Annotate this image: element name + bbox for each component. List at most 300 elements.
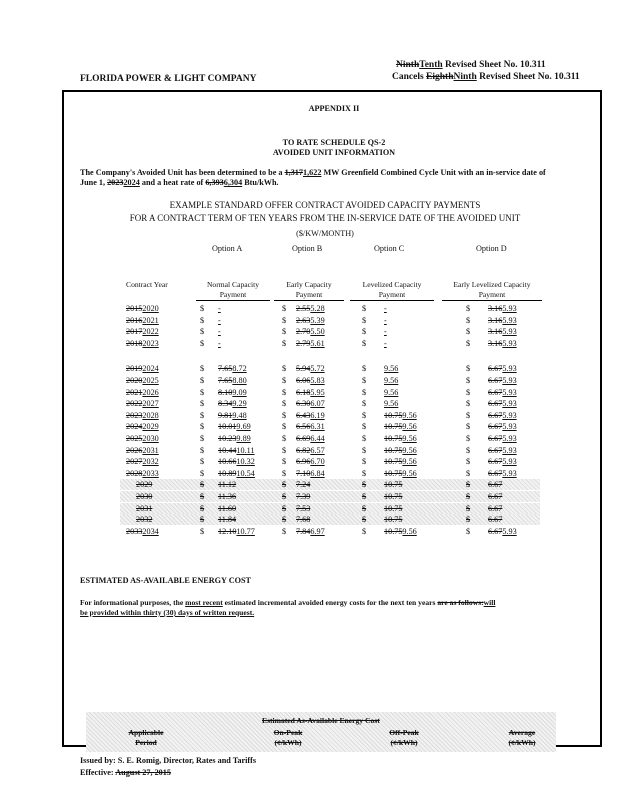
inserted-value: 10.11 (236, 445, 255, 455)
dollar-sign: $ (282, 410, 287, 420)
deleted-value: 2030 (136, 492, 153, 501)
dollar-sign: $ (362, 422, 367, 432)
dollar-sign: $ (282, 315, 287, 325)
deleted-row-shading (120, 503, 540, 514)
inserted-value: 2032 (142, 457, 159, 467)
dollar-sign: $ (282, 399, 287, 409)
cell-c (384, 327, 387, 336)
deleted-value: 2024 (126, 422, 143, 432)
dollar-sign: $ (282, 492, 287, 501)
dollar-sign: $ (282, 457, 287, 467)
inserted-value: 5.95 (310, 387, 325, 397)
deleted-value: 10.89 (218, 468, 237, 478)
cell-b (296, 457, 325, 466)
inserted-value: - (384, 327, 387, 337)
cell-d (488, 527, 517, 536)
inserted-value: 2034 (142, 526, 159, 536)
col-header-d: Early Levelized Capacity Payment (442, 280, 542, 301)
table-row (0, 492, 624, 502)
inserted-value: 9.89 (236, 434, 251, 443)
appendix-title: APPENDIX II (308, 104, 360, 113)
dollar-sign: $ (466, 480, 471, 490)
inserted-value: 9.56 (402, 434, 417, 443)
inserted-value: 5.39 (310, 315, 325, 325)
deleted-value: 5.94 (296, 364, 311, 374)
inserted-value: 5.93 (502, 376, 517, 385)
frame-border-top (62, 90, 602, 92)
deleted-value: 10.75 (384, 503, 403, 513)
inserted-value: 5.83 (310, 376, 325, 385)
dollar-sign: $ (200, 526, 205, 536)
cell-c (384, 446, 417, 455)
inserted-value: - (218, 315, 221, 325)
inserted-value: - (218, 338, 221, 348)
table-row (0, 364, 624, 374)
table-row (0, 446, 624, 456)
inserted-value: 9.56 (402, 457, 417, 467)
deleted-value: 6.18 (296, 387, 311, 397)
cell-c (384, 480, 402, 489)
option-b-label: Option B (292, 244, 323, 253)
inserted-value: 2024 (142, 364, 159, 374)
cell-a (218, 504, 236, 513)
col-header-year: Contract Year (126, 280, 168, 289)
dollar-sign: $ (466, 503, 471, 513)
inserted-value: 10.77 (236, 526, 255, 536)
cell-c (384, 304, 387, 313)
cell-b (296, 492, 310, 501)
cell-y (126, 469, 159, 478)
cell-a (218, 469, 255, 478)
dollar-sign: $ (362, 399, 367, 409)
dollar-sign: $ (362, 327, 367, 337)
inserted-value: 9.56 (402, 445, 417, 455)
cell-d (488, 422, 517, 431)
dollar-sign: $ (466, 387, 471, 397)
inserted-value: 5.72 (310, 364, 325, 374)
col-header-b: Early Capacity Payment (274, 280, 344, 301)
cell-b (296, 388, 325, 397)
intro-paragraph-line1: The Company's Avoided Unit has been determined to be a 1,3171,622 MW Greenfield Combined Cycle Unit with an in-service date of (80, 168, 546, 177)
col-header-c: Levelized Capacity Payment (350, 280, 434, 301)
inserted-value: 2030 (142, 434, 159, 443)
deleted-value: 6.67 (488, 422, 503, 432)
inserted-value: 5.93 (502, 327, 517, 337)
dollar-sign: $ (466, 526, 471, 536)
inserted-value: 5.93 (502, 526, 517, 536)
dollar-sign: $ (282, 434, 287, 443)
cell-y (126, 376, 159, 385)
dollar-sign: $ (282, 387, 287, 397)
inserted-value: 9.56 (402, 526, 417, 536)
dollar-sign: $ (362, 503, 367, 513)
deleted-value: 10.75 (384, 410, 403, 420)
dollar-sign: $ (362, 304, 367, 313)
cell-y (126, 339, 159, 348)
table-row (0, 457, 624, 467)
inserted-value: 6.57 (310, 445, 325, 455)
deleted-value: 6.67 (488, 503, 503, 513)
intro-paragraph-line2: June 1, 20232024 and a heat rate of 6,3936,304 Btu/kWh. (80, 178, 279, 187)
deleted-value: 2033 (126, 526, 143, 536)
deleted-value: 3.16 (488, 327, 503, 337)
deleted-value: 2.70 (296, 327, 311, 337)
dollar-sign: $ (200, 468, 205, 478)
deleted-value: 7.53 (296, 503, 311, 513)
table-title-line1: EXAMPLE STANDARD OFFER CONTRACT AVOIDED CAPACITY PAYMENTS (169, 200, 481, 210)
inserted-value: 9.56 (402, 410, 417, 420)
cell-c (384, 388, 398, 397)
deleted-value: 2029 (136, 480, 153, 490)
deleted-value: 11.12 (218, 480, 237, 490)
deleted-value: 10.75 (384, 492, 403, 501)
cancels-revision-inserted: Ninth (453, 72, 477, 82)
deleted-value: 10.44 (218, 445, 237, 455)
dollar-sign: $ (466, 364, 471, 374)
deleted-value: 7.10 (296, 468, 311, 478)
cell-b (296, 469, 325, 478)
option-c-label: Option C (374, 244, 405, 253)
deleted-value: 2027 (126, 457, 143, 467)
deleted-value: 9.81 (218, 410, 233, 420)
inserted-value: 2021 (142, 315, 159, 325)
deleted-energy-table-title: Estimated As-Available Energy Cost (262, 716, 380, 725)
cell-y (136, 504, 152, 513)
inserted-value: 9.48 (232, 410, 247, 420)
deleted-value: 12.10 (218, 526, 237, 536)
dollar-sign: $ (466, 338, 471, 348)
deleted-value: 11.84 (218, 515, 237, 525)
table-title-line2: FOR A CONTRACT TERM OF TEN YEARS FROM THE IN-SERVICE DATE OF THE AVOIDED UNIT (129, 213, 521, 223)
cell-c (384, 399, 398, 408)
dollar-sign: $ (282, 364, 287, 374)
deleted-value: 6.67 (488, 480, 503, 490)
deleted-value: 6.67 (488, 364, 503, 374)
issued-by: Issued by: S. E. Romig, Director, Rates and Tariffs (80, 756, 257, 765)
dollar-sign: $ (200, 376, 205, 385)
dollar-sign: $ (466, 315, 471, 325)
inserted-value: 9.56 (402, 468, 417, 478)
deleted-value: 10.75 (384, 468, 403, 478)
cell-y (136, 515, 152, 524)
cell-d (488, 399, 517, 408)
deleted-value: 2031 (136, 503, 153, 513)
cell-c (384, 469, 417, 478)
inserted-value: 5.93 (502, 445, 517, 455)
dollar-sign: $ (466, 445, 471, 455)
energy-cost-text-line2: be provided within thirty (30) days of written request. (80, 608, 255, 617)
table-row (0, 504, 624, 514)
inserted-value: 5.93 (502, 364, 517, 374)
cancels-revision-deleted: Eighth (426, 72, 454, 82)
cell-c (384, 422, 417, 431)
dollar-sign: $ (282, 526, 287, 536)
table-row (0, 304, 624, 314)
deleted-value: 7.65 (218, 376, 233, 385)
cell-a (218, 457, 255, 466)
cell-y (126, 411, 159, 420)
inserted-value: 2033 (142, 468, 159, 478)
inserted-value: 5.93 (502, 387, 517, 397)
dollar-sign: $ (200, 364, 205, 374)
dollar-sign: $ (282, 304, 287, 313)
deleted-value: 10.66 (218, 457, 237, 467)
dollar-sign: $ (362, 434, 367, 443)
dollar-sign: $ (466, 492, 471, 501)
deleted-value: 6.96 (296, 457, 311, 467)
deleted-value: 10.01 (218, 422, 237, 432)
deleted-value: 3.16 (488, 315, 503, 325)
dollar-sign: $ (362, 515, 367, 525)
deleted-value: 7.24 (296, 480, 311, 490)
deleted-value: 7.68 (296, 515, 311, 525)
inserted-value: 6.19 (310, 410, 325, 420)
cancels-line: Cancels EighthNinth Revised Sheet No. 10.311 (392, 72, 580, 82)
deleted-value: 6.30 (296, 399, 311, 409)
dollar-sign: $ (362, 457, 367, 467)
cell-y (126, 434, 159, 443)
cell-a (218, 527, 255, 536)
cell-c (384, 492, 402, 501)
deleted-value: 2016 (126, 315, 143, 325)
cell-b (296, 327, 325, 336)
inserted-value: 8.80 (232, 376, 247, 385)
inserted-value: 9.56 (384, 399, 399, 409)
cell-d (488, 469, 517, 478)
cell-d (488, 304, 517, 313)
cell-c (384, 376, 398, 385)
table-row (0, 388, 624, 398)
cell-b (296, 434, 325, 443)
deleted-value: 2020 (126, 376, 143, 385)
cell-c (384, 434, 417, 443)
table-row (0, 327, 624, 337)
inserted-value: 2023 (142, 338, 159, 348)
deleted-value: 2023 (126, 410, 143, 420)
dollar-sign: $ (282, 468, 287, 478)
deleted-col-off-peak: Off-Peak (¢/kWh) (389, 728, 419, 747)
inserted-value: - (384, 304, 387, 313)
deleted-value: 6.67 (488, 399, 503, 409)
cell-c (384, 364, 398, 373)
deleted-value: 2032 (136, 515, 153, 525)
sheet-number-line: NinthTenth Revised Sheet No. 10.311 (396, 60, 546, 70)
dollar-sign: $ (200, 434, 205, 443)
inserted-value: 6.70 (310, 457, 325, 467)
inserted-value: 9.56 (384, 364, 399, 374)
deleted-row-shading (120, 491, 540, 502)
deleted-value: 3.16 (488, 304, 503, 313)
inserted-value: 6.84 (310, 468, 325, 478)
cell-a (218, 316, 221, 325)
deleted-value: 10.75 (384, 515, 403, 525)
cell-b (296, 304, 325, 313)
deleted-value: 6.67 (488, 468, 503, 478)
cell-b (296, 316, 325, 325)
deleted-value: 2017 (126, 327, 143, 337)
cell-y (126, 446, 159, 455)
cell-y (136, 480, 152, 489)
cell-d (488, 411, 517, 420)
deleted-value: 6.67 (488, 410, 503, 420)
dollar-sign: $ (200, 503, 205, 513)
dollar-sign: $ (282, 422, 287, 432)
inserted-value: 6.31 (310, 422, 325, 432)
dollar-sign: $ (466, 422, 471, 432)
cell-d (488, 446, 517, 455)
dollar-sign: $ (200, 480, 205, 490)
deleted-value: 10.75 (384, 526, 403, 536)
inserted-value: 2027 (142, 399, 159, 409)
cell-a (218, 364, 247, 373)
deleted-value: 2.79 (296, 338, 311, 348)
cell-a (218, 339, 221, 348)
cell-d (488, 339, 517, 348)
option-a-label: Option A (212, 244, 243, 253)
deleted-value: 2025 (126, 434, 143, 443)
cell-y (126, 316, 159, 325)
inserted-value: 9.09 (232, 387, 247, 397)
dollar-sign: $ (362, 480, 367, 490)
cell-a (218, 411, 247, 420)
table-row (0, 515, 624, 525)
cell-y (126, 327, 159, 336)
deleted-value: 6.67 (488, 376, 503, 385)
inserted-value: 6.97 (310, 526, 325, 536)
dollar-sign: $ (200, 457, 205, 467)
cell-a (218, 422, 251, 431)
dollar-sign: $ (200, 410, 205, 420)
deleted-value: 7.65 (218, 364, 233, 374)
deleted-value: 6.06 (296, 376, 311, 385)
dollar-sign: $ (466, 457, 471, 467)
dollar-sign: $ (200, 515, 205, 525)
dollar-sign: $ (362, 492, 367, 501)
deleted-value: 6.67 (488, 445, 503, 455)
deleted-value: 11.60 (218, 503, 237, 513)
option-d-label: Option D (476, 244, 507, 253)
dollar-sign: $ (282, 327, 287, 337)
dollar-sign: $ (282, 503, 287, 513)
cell-y (126, 422, 159, 431)
sheet-revision-inserted: Tenth (419, 60, 443, 70)
dollar-sign: $ (282, 445, 287, 455)
dollar-sign: $ (362, 364, 367, 374)
cell-b (296, 527, 325, 536)
cell-y (126, 304, 159, 313)
inserted-value: 5.93 (502, 338, 517, 348)
cell-a (218, 376, 247, 385)
inserted-value: 5.93 (502, 468, 517, 478)
inserted-value: 8.72 (232, 364, 247, 374)
dollar-sign: $ (200, 387, 205, 397)
cell-c (384, 504, 402, 513)
dollar-sign: $ (200, 338, 205, 348)
inserted-value: - (384, 315, 387, 325)
cell-d (488, 515, 502, 524)
dollar-sign: $ (362, 387, 367, 397)
dollar-sign: $ (466, 304, 471, 313)
cell-c (384, 515, 402, 524)
inserted-value: 2028 (142, 410, 159, 420)
table-row (0, 411, 624, 421)
deleted-col-applicable-period: Applicable Period (128, 728, 164, 747)
dollar-sign: $ (466, 468, 471, 478)
dollar-sign: $ (200, 422, 205, 432)
dollar-sign: $ (200, 492, 205, 501)
dollar-sign: $ (466, 376, 471, 385)
inserted-value: 9.69 (236, 422, 251, 432)
cell-a (218, 492, 236, 501)
deleted-value: 7.84 (296, 526, 311, 536)
cell-a (218, 434, 251, 443)
inserted-value: 2025 (142, 376, 159, 385)
inserted-value: 5.93 (502, 399, 517, 409)
deleted-value: 10.75 (384, 445, 403, 455)
cell-b (296, 504, 310, 513)
inserted-value: 2026 (142, 387, 159, 397)
deleted-row-shading (120, 479, 540, 490)
deleted-value: 2028 (126, 468, 143, 478)
dollar-sign: $ (200, 315, 205, 325)
table-row (0, 339, 624, 349)
energy-cost-heading: ESTIMATED AS-AVAILABLE ENERGY COST (80, 576, 251, 585)
cell-d (488, 388, 517, 397)
dollar-sign: $ (466, 515, 471, 525)
cell-c (384, 527, 417, 536)
cell-b (296, 376, 325, 385)
deleted-value: 6.67 (488, 492, 503, 501)
deleted-value: 10.75 (384, 434, 403, 443)
dollar-sign: $ (200, 304, 205, 313)
inserted-value: 5.93 (502, 304, 517, 313)
cell-d (488, 327, 517, 336)
deleted-value: 6.67 (488, 434, 503, 443)
dollar-sign: $ (200, 445, 205, 455)
inserted-value: 5.93 (502, 315, 517, 325)
cell-y (126, 457, 159, 466)
deleted-value: 2019 (126, 364, 143, 374)
deleted-value: 2021 (126, 387, 143, 397)
deleted-value: 10.23 (218, 434, 237, 443)
inserted-value: 9.29 (232, 399, 247, 409)
cell-c (384, 339, 387, 348)
cell-d (488, 480, 502, 489)
inserted-value: 2031 (142, 445, 159, 455)
dollar-sign: $ (362, 445, 367, 455)
avoided-unit-subtitle: AVOIDED UNIT INFORMATION (272, 148, 396, 157)
inserted-value: 9.56 (384, 387, 399, 397)
cell-d (488, 457, 517, 466)
cell-y (126, 388, 159, 397)
dollar-sign: $ (282, 515, 287, 525)
dollar-sign: $ (282, 480, 287, 490)
cell-b (296, 339, 325, 348)
inserted-value: 6.07 (310, 399, 325, 409)
cell-a (218, 446, 255, 455)
inserted-value: 6.44 (310, 434, 325, 443)
deleted-value: 6.82 (296, 445, 311, 455)
deleted-value: 6.56 (296, 422, 311, 432)
table-row (0, 422, 624, 432)
sheet-revision-deleted: Ninth (396, 60, 420, 70)
deleted-value: 10.75 (384, 457, 403, 467)
inserted-value: 10.32 (236, 457, 255, 467)
cell-b (296, 515, 310, 524)
cell-b (296, 446, 325, 455)
cell-d (488, 316, 517, 325)
deleted-value: 2.63 (296, 315, 311, 325)
